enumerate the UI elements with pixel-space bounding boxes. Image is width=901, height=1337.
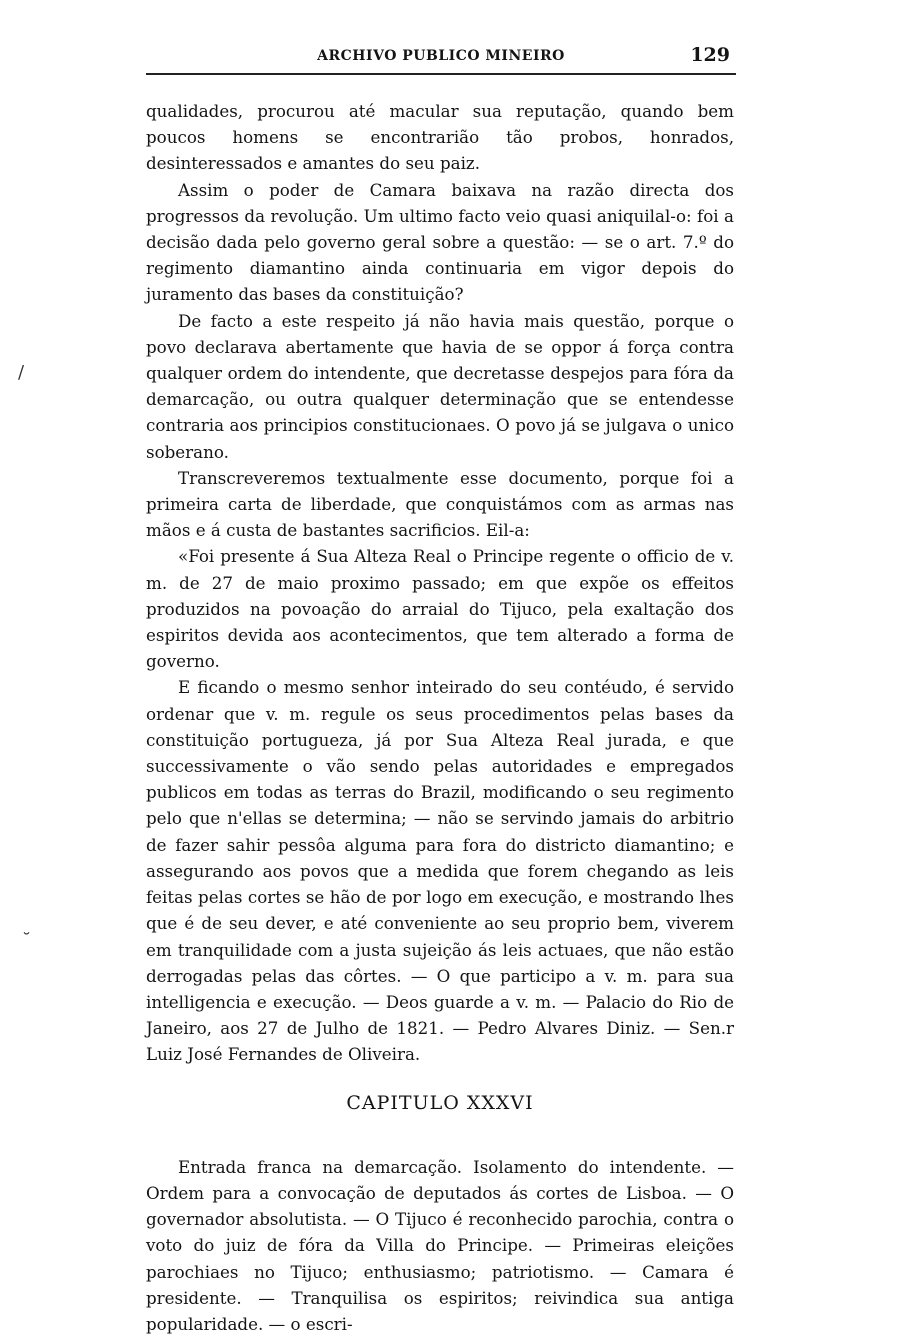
paragraph: De facto a este respeito já não havia mais questão, porque o povo declarava abertamente que havia de se oppor á força contra qualquer ordem do intendente, que decretasse despejos para fóra da demarcação, ou outra qualquer determinação que se entendesse contraria aos principios constitucionaes. O povo já se julgava o unico soberano. (146, 310, 734, 462)
page-number: 129 (690, 44, 730, 66)
header-rule (146, 73, 736, 75)
margin-mark: / (18, 362, 25, 383)
chapter-summary: Entrada franca na demarcação. Isolamento do intendente. — Ordem para a convocação de deputados ás cortes de Lisboa. — O governador absolutista. — O Tijuco é reconhecido parochia, contra o voto do juiz de fóra da Villa do Principe. — Primeiras eleições parochiaes no Tijuco; enthusiasmo; patriotismo. — Camara é presidente. — Tranquilisa os espiritos; reivindica sua antiga popularidade. — o escri- (146, 1156, 734, 1334)
quoted-paragraph: E ficando o mesmo senhor inteirado do seu contéudo, é servido ordenar que v. m. regule os seus procedimentos pelas bases da constituição portugueza, já por Sua Alteza Real jurada, e que successivamente o vão sendo pelas autoridades e empregados publicos em todas as terras do Brazil, modificando o seu regimento pelo que n'ellas se determina; — não se servindo jamais do arbitrio de fazer sahir pessôa alguma para fora do districto diamantino; e assegurando aos povos que a medida que forem chegando as leis feitas pelas cortes se hão de por logo em execução, e mostrando lhes que é de seu dever, e até conveniente ao seu proprio bem, viverem em tranquilidade com a justa sujeição ás leis actuaes, que não estão derrogadas pelas das côrtes. — O que participo a v. m. para sua intelligencia e execução. — Deos guarde a v. m. — Palacio do Rio de Janeiro, aos 27 de Julho de 1821. — Pedro Alvares Diniz. — Sen.r Luiz José Fernandes de Oliveira. (146, 677, 734, 1065)
margin-mark: ˘ (22, 930, 31, 951)
paragraph: Assim o poder de Camara baixava na razão directa dos progressos da revolução. Um ultimo facto veio quasi aniquilal-o: foi a decisão dada pelo governo geral sobre a questão: — se o art. 7.º do regimento diamantino ainda continuaria em vigor depois do juramento das bases da constituição? (146, 179, 734, 305)
paragraph: qualidades, procurou até macular sua reputação, quando bem poucos homens se encontrarião tão probos, honrados, desinteressados e amantes do seu paiz. (146, 101, 734, 174)
paragraph: Transcreveremos textualmente esse documento, porque foi a primeira carta de liberdade, que conquistámos com as armas nas mãos e á custa de bastantes sacrificios. Eil-a: (146, 467, 734, 541)
page-header (146, 44, 736, 76)
quoted-paragraph: «Foi presente á Sua Alteza Real o Principe regente o officio de v. m. de 27 de maio proximo passado; em que expõe os effeitos produzidos na povoação do arraial do Tijuco, pela exaltação dos espiritos devida aos acontecimentos, que tem alterado a forma de governo. (146, 546, 734, 672)
chapter-title: CAPITULO XXXVI (346, 1091, 534, 1114)
page-body (146, 98, 734, 1337)
running-head: ARCHIVO PUBLICO MINEIRO (317, 48, 565, 64)
